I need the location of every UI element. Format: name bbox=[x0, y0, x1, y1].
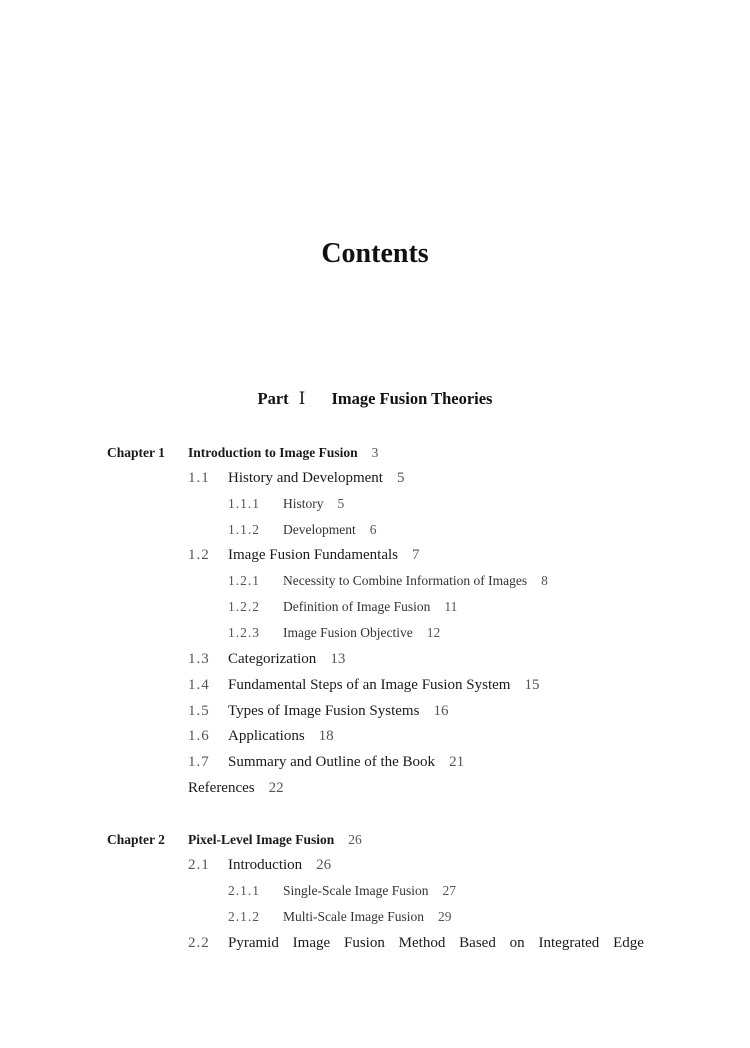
page-number: 18 bbox=[318, 728, 334, 744]
page-number: 6 bbox=[369, 522, 377, 537]
subsection-title: Single-Scale Image Fusion bbox=[283, 883, 429, 898]
subsection-number: 1.2.1 bbox=[228, 573, 260, 588]
chapter-label: Chapter 2 bbox=[107, 832, 165, 847]
part-heading bbox=[0, 389, 750, 409]
section-number: 1.3 bbox=[188, 651, 210, 667]
section-title: Image Fusion Fundamentals bbox=[228, 547, 398, 563]
subsection-title: Necessity to Combine Information of Images bbox=[283, 573, 528, 588]
subsection-title: Image Fusion Objective bbox=[283, 625, 413, 640]
page-number: 26 bbox=[348, 832, 362, 847]
chapter-title: Pixel-Level Image Fusion 26 bbox=[188, 832, 362, 847]
section-title bbox=[228, 933, 644, 953]
subsection-number: 1.2.2 bbox=[228, 599, 260, 614]
subsection-title: History bbox=[283, 496, 324, 511]
section-number: 1.2 bbox=[188, 547, 210, 563]
section-number: 1.5 bbox=[188, 703, 210, 719]
part-numeral: Ⅰ bbox=[298, 389, 306, 408]
page-number: 3 bbox=[371, 445, 379, 460]
page-number: 5 bbox=[337, 496, 345, 511]
page-title: Contents bbox=[321, 238, 429, 269]
title-word: Pyramid bbox=[228, 935, 279, 951]
page-number: 5 bbox=[396, 470, 405, 486]
section-number: 1.1 bbox=[188, 470, 210, 486]
references-title: References bbox=[188, 780, 255, 796]
chapter-title: Introduction to Image Fusion 3 bbox=[188, 445, 379, 460]
subsection-number: 1.1.1 bbox=[228, 496, 260, 511]
section-number: 1.7 bbox=[188, 754, 210, 770]
part-label: Part bbox=[257, 389, 289, 408]
subsection-number: 1.1.2 bbox=[228, 522, 260, 537]
section-number: 1.6 bbox=[188, 728, 210, 744]
title-word: Edge bbox=[613, 935, 644, 951]
section-title: Applications bbox=[228, 728, 305, 744]
subsection-title: Development bbox=[283, 522, 356, 537]
page-number: 22 bbox=[268, 780, 284, 796]
section-title: Fundamental Steps of an Image Fusion System bbox=[228, 677, 511, 693]
page-number: 12 bbox=[426, 625, 441, 640]
page-number: 21 bbox=[449, 754, 465, 770]
title-word: Method bbox=[398, 935, 446, 951]
subsection-number: 2.1.1 bbox=[228, 883, 260, 898]
chapter-label: Chapter 1 bbox=[107, 445, 165, 460]
subsection-title: Definition of Image Fusion bbox=[283, 599, 431, 614]
title-word: Image bbox=[292, 935, 331, 951]
subsection-title: Multi-Scale Image Fusion bbox=[283, 909, 424, 924]
title-word: on bbox=[509, 935, 525, 951]
title-word: Integrated bbox=[538, 935, 600, 951]
page-number: 27 bbox=[442, 883, 456, 898]
title-word: Fusion bbox=[343, 935, 385, 951]
page-number: 7 bbox=[411, 547, 420, 563]
subsection-number: 2.1.2 bbox=[228, 909, 260, 924]
section-number: 2.2 bbox=[188, 935, 210, 951]
page-number: 26 bbox=[316, 857, 332, 873]
section-number: 2.1 bbox=[188, 857, 210, 873]
page-number: 8 bbox=[541, 573, 548, 588]
section-title: Categorization bbox=[228, 651, 317, 667]
page-number: 15 bbox=[524, 677, 540, 693]
title-word: Based bbox=[459, 935, 496, 951]
section-title: History and Development bbox=[228, 470, 383, 486]
subsection-number: 1.2.3 bbox=[228, 625, 260, 640]
page-number: 16 bbox=[433, 703, 449, 719]
section-title: Summary and Outline of the Book bbox=[228, 754, 436, 770]
part-title: Image Fusion Theories bbox=[331, 389, 493, 408]
page-number: 11 bbox=[444, 599, 458, 614]
section-title: Introduction bbox=[228, 857, 303, 873]
page-number: 13 bbox=[330, 651, 346, 667]
section-title: Types of Image Fusion Systems bbox=[228, 703, 420, 719]
page-number: 29 bbox=[437, 909, 452, 924]
section-number: 1.4 bbox=[188, 677, 210, 693]
